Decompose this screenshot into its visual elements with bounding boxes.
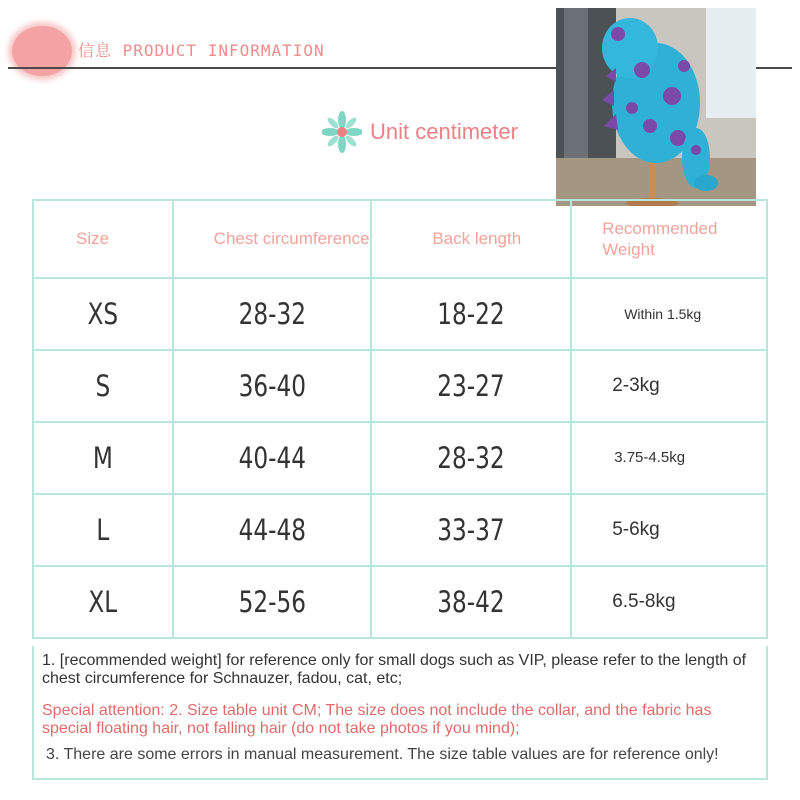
- chest-cell: 28-32: [238, 297, 306, 331]
- back-cell: 23-27: [437, 369, 505, 403]
- header-weight: Recommended Weight: [571, 200, 767, 278]
- table-row: [33, 278, 767, 350]
- note-3: 3. There are some errors in manual measurement. The size table values are for reference only!: [46, 746, 719, 763]
- header-size: Size: [33, 200, 173, 278]
- back-cell: 18-22: [437, 297, 505, 331]
- header-back-length: Back length: [371, 200, 571, 278]
- notes-box: [32, 646, 768, 780]
- table-row: [33, 566, 767, 638]
- table-row: [33, 422, 767, 494]
- size-cell: XL: [88, 585, 118, 619]
- back-cell: 28-32: [437, 441, 505, 475]
- table-row: [33, 350, 767, 422]
- flower-icon: [322, 108, 362, 156]
- header-title: 信息 PRODUCT INFORMATION: [78, 41, 325, 60]
- note-1: 1. [recommended weight] for reference only for small dogs such as VIP, please refer to the length of chest circumference for Schnauzer, fadou, cat, etc;: [42, 652, 747, 687]
- weight-cell: 5-6kg: [571, 494, 767, 566]
- size-cell: XS: [87, 297, 119, 331]
- chest-cell: 40-44: [238, 441, 306, 475]
- weight-cell: 6.5-8kg: [571, 566, 767, 638]
- dog-costume-illustration: [556, 8, 756, 206]
- back-cell: 33-37: [437, 513, 505, 547]
- table-row: [33, 494, 767, 566]
- unit-label: Unit centimeter: [370, 119, 518, 144]
- note-2-special-attention: Special attention: 2. Size table unit CM; The size does not include the collar, and the fabric has special floating hair, not falling hair (do not take photos if you mind);: [42, 702, 712, 737]
- table-header-row: [33, 200, 767, 278]
- chest-cell: 36-40: [238, 369, 306, 403]
- chest-cell: 52-56: [238, 585, 306, 619]
- unit-heading: [322, 108, 518, 156]
- weight-cell: 2-3kg: [571, 350, 767, 422]
- size-cell: L: [96, 513, 110, 547]
- chest-cell: 44-48: [238, 513, 306, 547]
- size-cell: M: [92, 441, 113, 475]
- size-cell: S: [95, 369, 111, 403]
- weight-cell: 3.75-4.5kg: [571, 422, 767, 494]
- header-chest: Chest circumference: [173, 200, 372, 278]
- product-photo: [556, 8, 756, 206]
- back-cell: 38-42: [437, 585, 505, 619]
- weight-cell: Within 1.5kg: [571, 278, 767, 350]
- size-table: [32, 199, 768, 639]
